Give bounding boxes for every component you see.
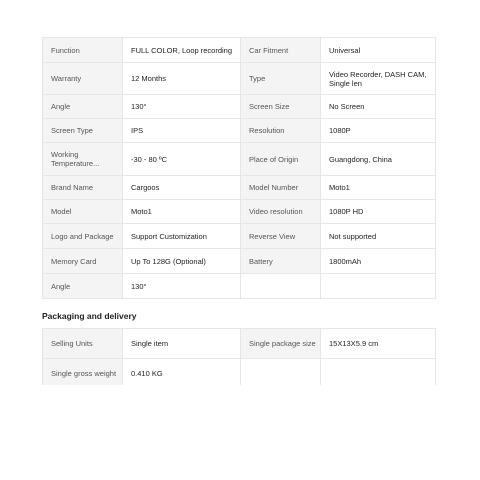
- attribute-name: Selling Units: [43, 329, 123, 359]
- table-row: [43, 274, 436, 299]
- attribute-name: Function: [43, 38, 123, 63]
- attribute-value: 15X13X5.9 cm: [321, 329, 436, 359]
- attribute-name: Model: [43, 200, 123, 224]
- attribute-name: Single gross weight: [43, 359, 123, 386]
- attribute-name: Type: [241, 63, 321, 95]
- table-row: [43, 176, 436, 200]
- attribute-value: 130°: [123, 274, 241, 299]
- attribute-name: Working Temperature...: [43, 143, 123, 176]
- attribute-name: Screen Size: [241, 95, 321, 119]
- attribute-name: Battery: [241, 249, 321, 274]
- attribute-name: [241, 274, 321, 299]
- attribute-value: Cargoos: [123, 176, 241, 200]
- table-row: [43, 63, 436, 95]
- attribute-value: [321, 359, 436, 386]
- attribute-value: No Screen: [321, 95, 436, 119]
- attribute-name: Screen Type: [43, 119, 123, 143]
- table-row: [43, 329, 436, 359]
- attribute-name: Reverse View: [241, 224, 321, 249]
- attribute-name: Logo and Package: [43, 224, 123, 249]
- table-row: [43, 359, 436, 386]
- attribute-name: Model Number: [241, 176, 321, 200]
- product-details: [42, 37, 436, 385]
- table-row: [43, 95, 436, 119]
- packaging-section-title: Packaging and delivery: [42, 311, 137, 321]
- attribute-value: Single item: [123, 329, 241, 359]
- packaging-clip: [42, 328, 436, 385]
- attribute-name: Video resolution: [241, 200, 321, 224]
- table-row: [43, 224, 436, 249]
- attribute-value: 1800mAh: [321, 249, 436, 274]
- attribute-value: Moto1: [123, 200, 241, 224]
- attribute-name: Car Fitment: [241, 38, 321, 63]
- attribute-value: 1080P HD: [321, 200, 436, 224]
- attribute-value: Universal: [321, 38, 436, 63]
- attribute-value: Guangdong, China: [321, 143, 436, 176]
- attribute-name: Brand Name: [43, 176, 123, 200]
- table-row: [43, 119, 436, 143]
- attribute-value: 12 Months: [123, 63, 241, 95]
- attribute-value: [321, 274, 436, 299]
- attribute-name: Warranty: [43, 63, 123, 95]
- packaging-table: [42, 328, 436, 385]
- attributes-table: [42, 37, 436, 299]
- attribute-name: Angle: [43, 95, 123, 119]
- attribute-value: 1080P: [321, 119, 436, 143]
- attribute-value: Video Recorder, DASH CAM, Single len: [321, 63, 436, 95]
- attribute-name: Memory Card: [43, 249, 123, 274]
- attribute-value: Moto1: [321, 176, 436, 200]
- attribute-value: 0.410 KG: [123, 359, 241, 386]
- attribute-value: FULL COLOR, Loop recording: [123, 38, 241, 63]
- attribute-name: Place of Origin: [241, 143, 321, 176]
- attribute-name: [241, 359, 321, 386]
- attribute-value: -30 - 80 ºC: [123, 143, 241, 176]
- attribute-value: IPS: [123, 119, 241, 143]
- table-row: [43, 200, 436, 224]
- attribute-value: Not supported: [321, 224, 436, 249]
- attribute-name: Resolution: [241, 119, 321, 143]
- table-row: [43, 38, 436, 63]
- table-row: [43, 249, 436, 274]
- table-row: [43, 143, 436, 176]
- attribute-value: Up To 128G (Optional): [123, 249, 241, 274]
- attribute-name: Angle: [43, 274, 123, 299]
- attribute-name: Single package size: [241, 329, 321, 359]
- attribute-value: Support Customization: [123, 224, 241, 249]
- attribute-value: 130°: [123, 95, 241, 119]
